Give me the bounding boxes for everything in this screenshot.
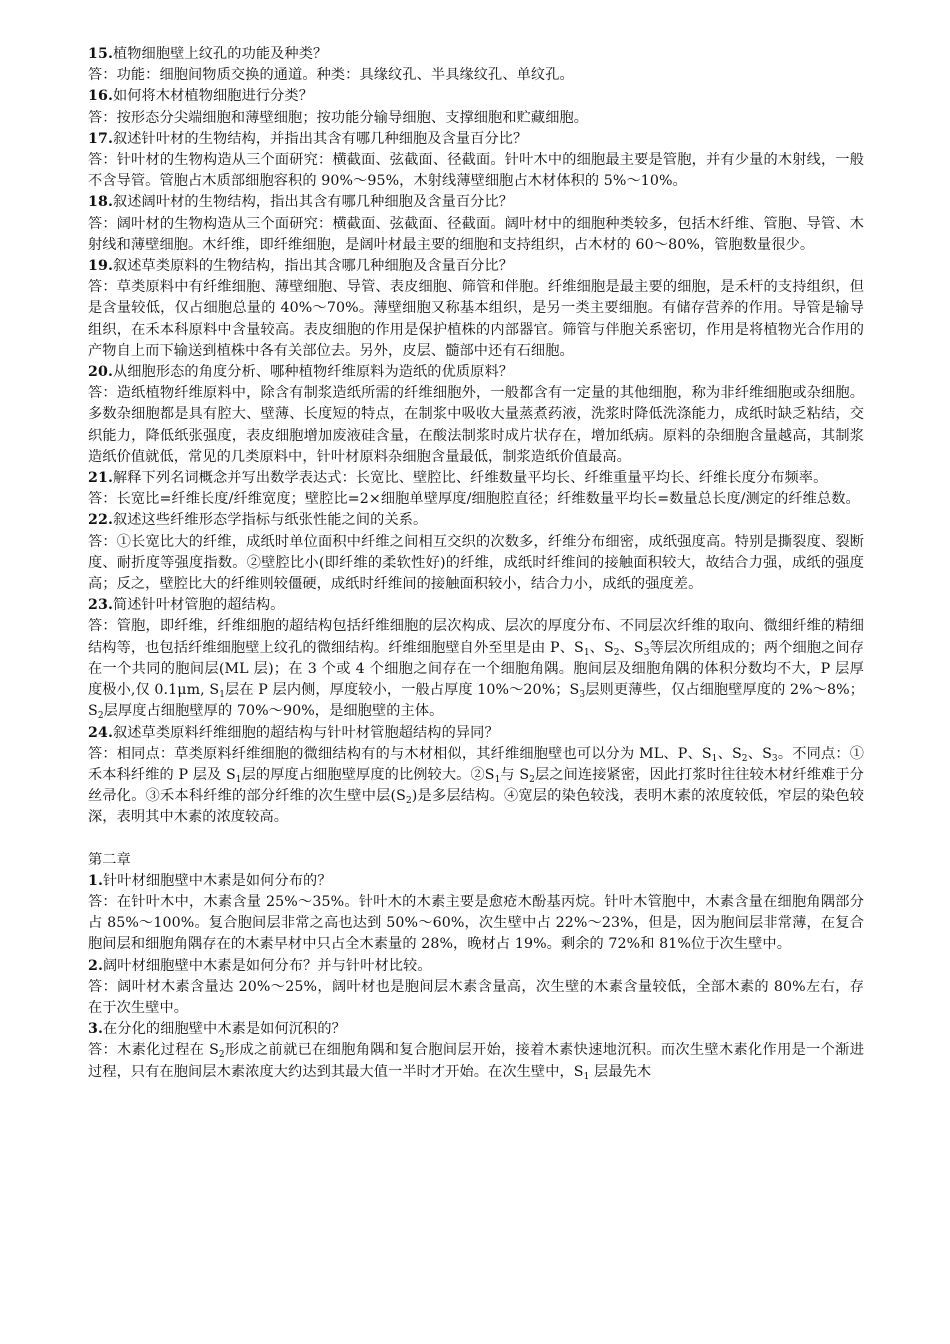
answer-text: 层的厚度占细胞壁厚度的比例较大。②S (241, 766, 495, 783)
subscript-index: 1 (583, 647, 590, 658)
question-number: 21. (88, 470, 113, 487)
answer-text: 层最先木 (589, 1063, 652, 1080)
question-line (88, 723, 864, 744)
question-number: 20. (88, 364, 113, 381)
question-number: 15. (88, 46, 113, 62)
question-number: 22. (88, 512, 113, 529)
question-line (88, 595, 864, 616)
answer-paragraph (88, 383, 864, 468)
answer-text: 、S (589, 639, 614, 656)
answer-text: 形成之前就已在细胞角隅和复合胞间层开始，接着木素快速地沉积。而次生壁木素化作用是一个渐进过程，只有在胞间层木素浓度大约达到其最大值一半时才开始。在次生壁中，S (88, 1042, 864, 1080)
question-text: 植物细胞壁上纹孔的功能及种类？ (112, 46, 328, 62)
answer-text: 、S (717, 745, 742, 762)
question-line (88, 44, 864, 65)
question-line (88, 1019, 864, 1040)
answer-text: 答：长宽比=纤维长度/纤维宽度；壁腔比=2×细胞单壁厚度/细胞腔直径；纤维数量平均长=数量总长度/测定的纤维总数。 (88, 491, 860, 508)
question-text: 叙述草类原料纤维细胞的超结构与针叶材管胞超结构的异同？ (112, 724, 499, 741)
question-number: 24. (88, 724, 113, 741)
question-text: 阔叶材细胞壁中木素是如何分布？并与针叶材比较。 (103, 957, 432, 974)
question-number: 19. (88, 258, 113, 275)
subscript-index: 1 (219, 690, 226, 701)
subscript-index: 3 (771, 753, 778, 764)
answer-paragraph (88, 744, 864, 829)
subscript-index: 2 (218, 1050, 225, 1061)
question-number: 18. (88, 194, 113, 211)
answer-paragraph (88, 892, 864, 956)
answer-paragraph (88, 977, 864, 1019)
answer-paragraph (88, 108, 864, 129)
answer-text: 层厚度占细胞壁厚的 70%～90%，是细胞壁的主体。 (103, 703, 444, 720)
answer-text: 。不同点：①禾本科纤维的 P 层及 S (88, 745, 865, 783)
question-text: 简述针叶材管胞的超结构。 (112, 597, 285, 614)
answer-text: )是多层结构。④宽层的染色较浅，表明木素的浓度较低，窄层的染色较深，表明其中木素的浓度较高。 (88, 788, 864, 826)
question-line (88, 510, 864, 531)
question-line (88, 129, 864, 150)
answer-text: 答：在针叶木中，木素含量 25%～35%。针叶木的木素主要是愈疮木酚基丙烷。针叶木管胞中，木素含量在细胞角隅部分占 85%～100%。复合胞间层非常之高也达到 50%～60%，次生壁中占 22%～23%，但是，因为胞间层非常薄，在复合胞间层和细胞角隅存在的木素早材中只占全木素量的 28%，晚材占 19%。剩余的 72%和 81%位于次生壁中。 (88, 893, 864, 953)
question-line (88, 468, 864, 489)
answer-text: 、S (619, 639, 644, 656)
question-text: 在分化的细胞壁中木素是如何沉积的？ (103, 1021, 346, 1038)
answer-text: 、S (747, 745, 772, 762)
chapter-one-continued (88, 44, 864, 829)
question-text: 叙述草类原料的生物结构，指出其含哪几种细胞及含量百分比？ (112, 258, 514, 275)
answer-text: 答：①长宽比大的纤维，成纸时单位面积中纤维之间相互交织的次数多，纤维分布细密，成纸强度高。特别是撕裂度、裂断度、耐折度等强度指数。②壁腔比小(即纤维的柔软性好)的纤维，成纸时纤维间的接触面积较大，故结合力强，成纸的强度高；反之，壁腔比大的纤维则较僵硬，成纸时纤维间的接触面积较小，结合力小，成纸的强度差。 (88, 533, 864, 593)
question-line (88, 192, 864, 213)
answer-paragraph (88, 65, 864, 86)
subscript-index: 2 (405, 796, 412, 807)
answer-paragraph (88, 214, 864, 256)
subscript-index: 2 (741, 753, 748, 764)
answer-paragraph (88, 616, 864, 722)
question-text: 解释下列名词概念并写出数学表达式：长宽比、壁腔比、纤维数量平均长、纤维重量平均长、纤维长度分布频率。 (112, 470, 828, 487)
subscript-index: 1 (583, 1071, 590, 1082)
subscript-index: 2 (613, 647, 620, 658)
question-text: 如何将木材植物细胞进行分类？ (112, 88, 314, 105)
answer-text: 答：木素化过程在 S (88, 1042, 219, 1059)
question-number: 2. (88, 957, 104, 974)
document-page (88, 44, 864, 1083)
subscript-index: 3 (643, 647, 650, 658)
question-text: 叙述这些纤维形态学指标与纸张性能之间的关系。 (112, 512, 428, 529)
answer-paragraph (88, 489, 864, 510)
answer-text: 答：阔叶材木素含量达 20%～25%，阔叶材也是胞间层木素含量高，次生壁的木素含量较低，全部木素的 80%左右，存在于次生壁中。 (88, 978, 864, 1016)
question-line (88, 86, 864, 107)
question-text: 叙述针叶材的生物结构，并指出其含有哪几种细胞及含量百分比？ (112, 130, 528, 147)
question-line (88, 362, 864, 383)
answer-paragraph (88, 277, 864, 362)
answer-text: 层在 P 层内侧，厚度较小，一般占厚度 10%～20%；S (225, 682, 580, 699)
subscript-index: 1 (494, 774, 501, 785)
question-number: 17. (88, 130, 113, 147)
answer-text: 层之间连接紧密，因此打浆时往往较木材纤维难于分丝帚化。③禾本科纤维的部分纤维的次生壁中层(S (88, 766, 864, 805)
subscript-index: 1 (711, 753, 718, 764)
answer-text: 答：功能：细胞间物质交换的通道。种类：具缘纹孔、半具缘纹孔、单纹孔。 (88, 67, 574, 84)
subscript-index: 1 (235, 774, 242, 785)
question-number: 16. (88, 88, 113, 105)
question-text: 针叶材细胞壁中木素是如何分布的？ (103, 872, 332, 889)
question-text: 从细胞形态的角度分析、哪种植物纤维原料为造纸的优质原料？ (112, 364, 514, 381)
chapter-two-sections (88, 871, 864, 1083)
question-line (88, 871, 864, 892)
answer-paragraph (88, 150, 864, 192)
answer-text: 答：相同点：草类原料纤维细胞的微细结构有的与木材相似，其纤维细胞壁也可以分为 ML、P、S (88, 745, 712, 762)
question-line (88, 256, 864, 277)
chapter-heading: 第二章 (88, 851, 131, 868)
answer-text: 答：造纸植物纤维原料中，除含有制浆造纸所需的纤维细胞外，一般都含有一定量的其他细胞，称为非纤维细胞或杂细胞。多数杂细胞都是具有腔大、壁薄、长度短的特点，在制浆中吸收大量蒸煮药液，洗浆时降低洗涤能力，成纸时缺乏粘结，交织能力，降低纸张强度，表皮细胞增加废液硅含量，在酸法制浆时成片状存在，增加纸病。原料的杂细胞含量越高，其制浆造纸价值就低，常见的几类原料中，针叶材原料杂细胞含量最低，制浆造纸价值最高。 (88, 385, 864, 465)
subscript-index: 2 (529, 774, 535, 785)
answer-text: 答：草类原料中有纤维细胞、薄壁细胞、导管、表皮细胞、筛管和伴胞。纤维细胞是最主要的细胞，是禾杆的支持组织，但是含量较低，仅占细胞总量的 40%～70%。薄壁细胞又称基本组织，是另一类主要细胞。有储存营养的作用。导管是输导组织，在禾本科原料中含量较高。表皮细胞的作用是保护植株的内部器官。筛管与伴胞关系密切，作用是将植物光合作用的产物自上而下输送到植株中各有关部位去。另外，皮层、髓部中还有石细胞。 (88, 279, 864, 359)
subscript-index: 3 (579, 690, 586, 701)
question-number: 23. (88, 597, 113, 614)
answer-text: 答：针叶材的生物构造从三个面研究：横截面、弦截面、径截面。针叶木中的细胞最主要是管胞，并有少量的木射线，一般不含导管。管胞占木质部细胞容积的 90%～95%，木射线薄壁细胞占木材体积的 5%～10%。 (88, 152, 864, 190)
answer-text: 答：阔叶材的生物构造从三个面研究：横截面、弦截面、径截面。阔叶材中的细胞种类较多，包括木纤维、管胞、导管、木射线和薄壁细胞。木纤维，即纤维细胞，是阔叶材最主要的细胞和支持组织，占木材的 60～80%，管胞数量很少。 (88, 215, 864, 253)
answer-text: 等层次所组成的；两个细胞之间存在一个共同的胞间层(ML 层)；在 3 个或 4 个细胞之间存在一个细胞角隅。胞间层及细胞角隅的体积分数均不大，P 层厚度极小,仅 0.1μm, S (88, 639, 864, 699)
subscript-index: 2 (97, 711, 104, 722)
answer-text: 答：按形态分尖端细胞和薄壁细胞；按功能分输导细胞、支撑细胞和贮藏细胞。 (88, 109, 589, 126)
answer-text: 与 S (500, 766, 530, 783)
question-text: 叙述阔叶材的生物结构，指出其含有哪几种细胞及含量百分比？ (112, 194, 514, 211)
answer-text: 层则更薄些，仅占细胞壁厚度的 2%～8%；S (88, 682, 865, 720)
question-number: 1. (88, 872, 104, 889)
answer-paragraph (88, 1040, 864, 1082)
answer-paragraph (88, 532, 864, 596)
question-number: 3. (88, 1021, 104, 1038)
answer-text: 答：管胞，即纤维，纤维细胞的超结构包括纤维细胞的层次构成、层次的厚度分布、不同层次纤维的取向、微细纤维的精细结构等，也包括纤维细胞壁上纹孔的微细结构。纤维细胞壁自外至里是由 P、S (88, 618, 864, 656)
question-line (88, 956, 864, 977)
